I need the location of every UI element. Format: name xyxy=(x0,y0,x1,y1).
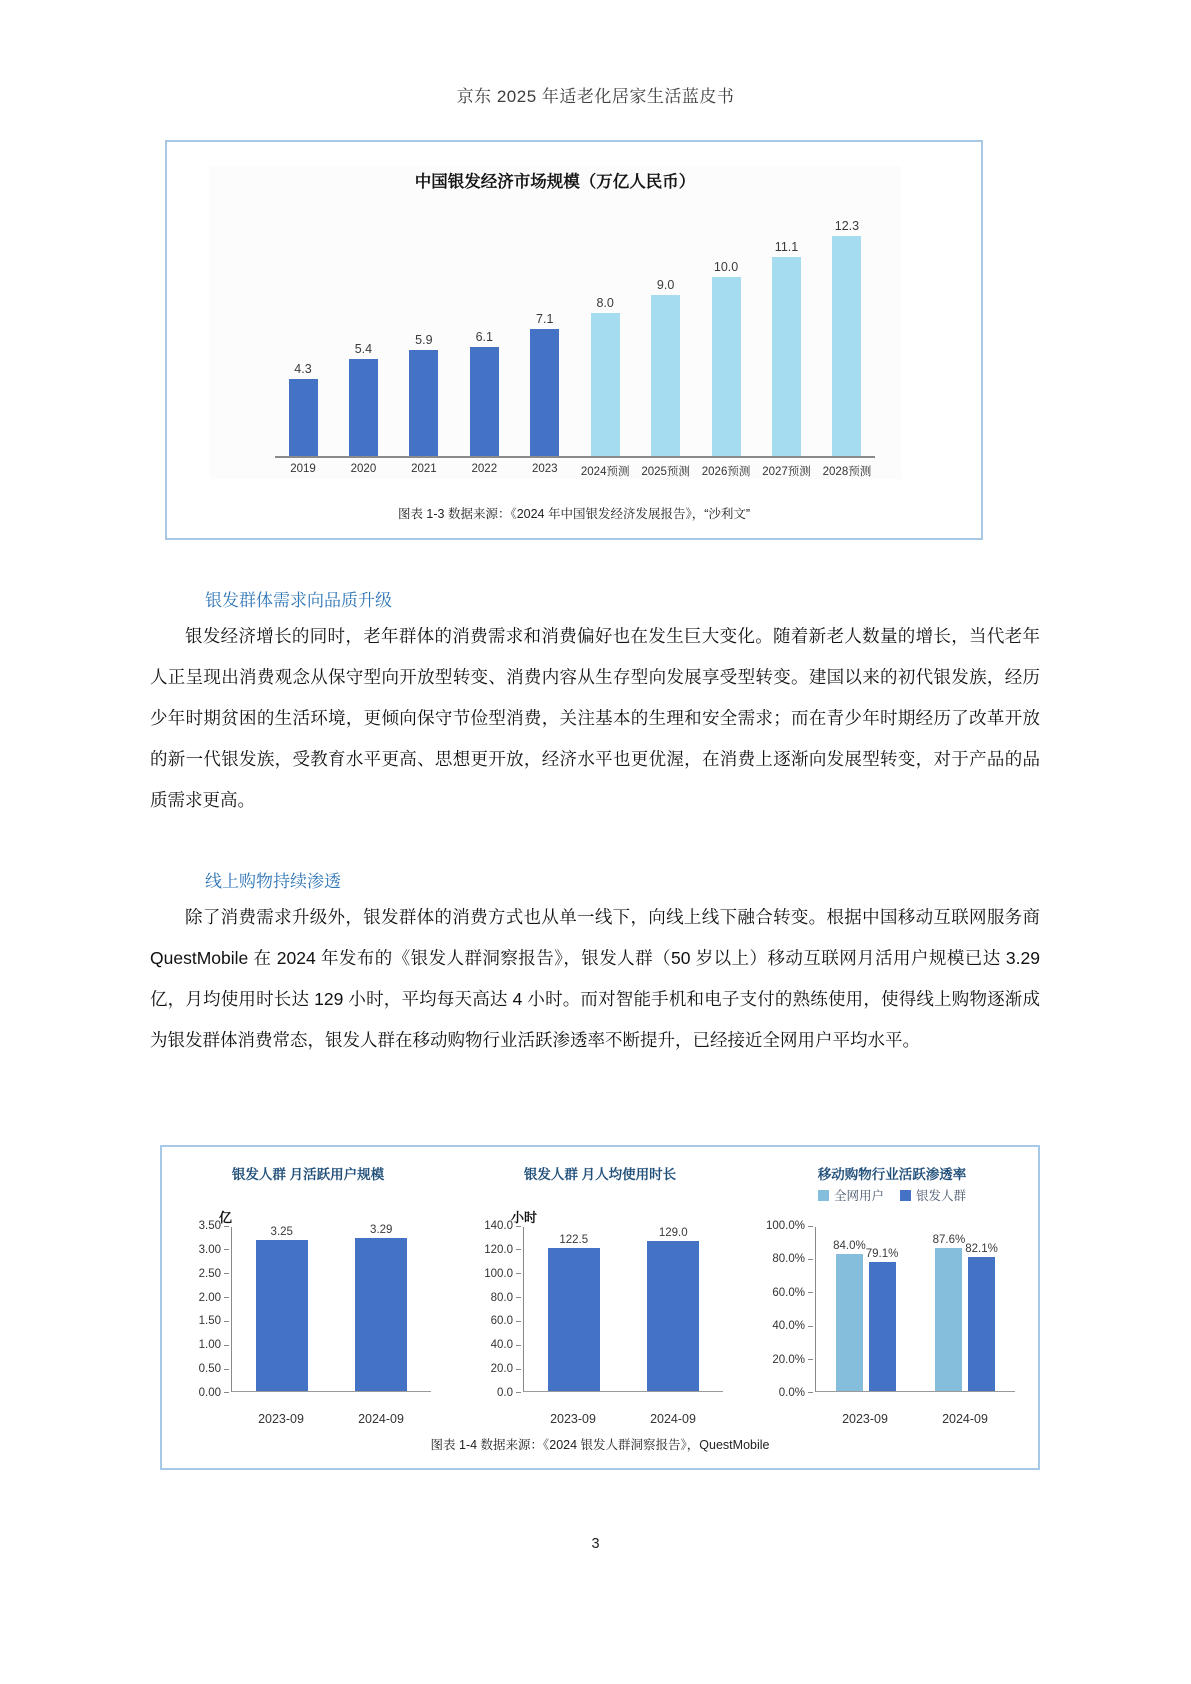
y-axis-tick-label: 140.0 xyxy=(484,1220,521,1232)
bar-column xyxy=(638,278,694,456)
bar xyxy=(832,236,861,456)
bar xyxy=(355,1238,407,1391)
bar xyxy=(349,359,378,456)
y-axis-tick-label: 100.0% xyxy=(766,1220,813,1232)
figure-1-3 xyxy=(165,140,983,540)
legend-row xyxy=(818,1183,966,1207)
chart-penetration-rate xyxy=(746,1163,1038,1426)
bar-column xyxy=(577,296,633,456)
mini-charts-row xyxy=(162,1163,1038,1426)
y-axis-tick-label: 0.0% xyxy=(779,1387,813,1399)
y-axis-tick-label: 60.0 xyxy=(491,1315,521,1327)
page-header: 京东 2025 年适老化居家生活蓝皮书 xyxy=(456,87,735,106)
bar-column xyxy=(933,1234,966,1391)
bar-column xyxy=(965,1243,998,1391)
y-axis-unit: 亿 xyxy=(219,1210,233,1225)
bar-chart-bars xyxy=(815,1227,1015,1392)
y-axis-tick-label: 0.00 xyxy=(199,1387,229,1399)
legend xyxy=(818,1186,966,1204)
bar-column xyxy=(396,333,452,456)
y-axis-tick-label: 60.0% xyxy=(772,1287,813,1299)
bar xyxy=(530,329,559,456)
x-axis-tick-label: 2023 xyxy=(531,463,558,475)
figure-caption: 图表 1-3 数据来源：《2024 年中国银发经济发展报告》，“沙利文” xyxy=(397,507,751,521)
y-axis-tick-label: 0.0 xyxy=(497,1387,521,1399)
paragraph-online-shopping: 除了消费需求升级外，银发群体的消费方式也从单一线下，向线上线下融合转变。根据中国移动互联网服务商 QuestMobile 在 2024 年发布的《银发人群洞察报告》，银发人群（50 岁以上）移动互联网月活用户规模已达 3.29 亿，月均使用时长达 129 小时，平均每天高达 4 小时。而对智能手机和电子支付的熟练使用，使得线上购物逐渐成为银发群体消费常态，银发人群在移动购物行业活跃渗透率不断提升，已经接近全网用户平均水平。 xyxy=(150,907,1040,1050)
bar xyxy=(836,1254,863,1391)
bar-column xyxy=(517,312,573,456)
y-axis-tick-label: 1.00 xyxy=(199,1339,229,1351)
y-axis xyxy=(185,1220,231,1399)
bar-column xyxy=(256,1226,308,1391)
figure-1-4 xyxy=(160,1145,1040,1470)
section-heading-quality-upgrade: 银发群体需求向品质升级 xyxy=(205,591,392,610)
y-axis-tick-label: 80.0 xyxy=(491,1292,521,1304)
bar xyxy=(968,1257,995,1391)
bar-column xyxy=(335,342,391,456)
x-axis-tick-label: 2025预测 xyxy=(641,466,690,478)
legend-swatch-all-users-icon xyxy=(818,1190,829,1201)
bar-value-label: 79.1% xyxy=(865,1248,899,1260)
bar-column xyxy=(647,1227,699,1391)
x-axis-tick-label: 2024-09 xyxy=(650,1412,696,1426)
x-axis-labels xyxy=(275,463,875,479)
bar-value-label: 84.0% xyxy=(833,1240,866,1252)
chart-silver-economy xyxy=(209,166,901,479)
x-axis-labels xyxy=(769,1412,1015,1426)
bar-value-label: 7.1 xyxy=(536,312,554,326)
y-axis-tick-label: 120.0 xyxy=(484,1244,521,1256)
x-axis-tick-label: 2023-09 xyxy=(842,1412,888,1426)
x-axis-tick-label: 2021 xyxy=(411,463,437,475)
y-axis-tick-label: 100.0 xyxy=(484,1268,521,1280)
bar-column xyxy=(759,240,815,456)
chart-title: 银发人群 月人均使用时长 xyxy=(523,1167,677,1182)
bar-value-label: 12.3 xyxy=(834,219,860,233)
x-axis-tick-label: 2022 xyxy=(471,463,498,475)
bar xyxy=(548,1248,600,1391)
bar-value-label: 129.0 xyxy=(658,1227,688,1239)
x-axis-tick-label: 2026预测 xyxy=(701,466,751,478)
bar-value-label: 11.1 xyxy=(774,240,799,254)
chart-title: 银发人群 月活跃用户规模 xyxy=(231,1167,385,1182)
bar-chart-bars xyxy=(523,1227,723,1392)
y-axis-tick-label: 20.0% xyxy=(772,1354,813,1366)
bar-column xyxy=(833,1240,866,1391)
y-axis xyxy=(477,1220,523,1399)
legend-item-silver-group xyxy=(900,1186,966,1204)
bar-value-label: 10.0 xyxy=(713,260,739,274)
y-axis xyxy=(765,1220,815,1399)
bar-value-label: 3.25 xyxy=(270,1226,293,1238)
chart-monthly-active-users xyxy=(162,1163,454,1426)
y-axis-tick-label: 0.50 xyxy=(199,1363,229,1375)
chart-title: 移动购物行业活跃渗透率 xyxy=(817,1167,967,1182)
y-axis-unit: 小时 xyxy=(511,1210,538,1225)
bar-column xyxy=(866,1248,899,1391)
bar-value-label: 5.4 xyxy=(354,342,373,356)
bar xyxy=(409,350,438,456)
bar xyxy=(289,379,318,456)
bar-group xyxy=(933,1234,998,1391)
bar xyxy=(772,257,801,456)
x-axis-tick-label: 2024预测 xyxy=(580,466,630,478)
bar xyxy=(651,295,680,456)
bar-column xyxy=(355,1224,407,1391)
bar-column xyxy=(548,1234,600,1391)
x-axis-tick-label: 2024-09 xyxy=(942,1412,988,1426)
bar xyxy=(256,1240,308,1391)
bar xyxy=(869,1262,896,1391)
figure-caption: 图表 1-4 数据来源：《2024 银发人群洞察报告》，QuestMobile xyxy=(430,1438,770,1452)
y-axis-tick-label: 1.50 xyxy=(199,1315,229,1327)
x-axis-labels xyxy=(477,1412,723,1426)
x-axis-tick-label: 2019 xyxy=(290,463,316,475)
legend-item-all-users xyxy=(818,1186,884,1204)
bar-column xyxy=(275,362,331,456)
chart-plot-area xyxy=(477,1220,723,1406)
bar-value-label: 6.1 xyxy=(475,330,493,344)
bar-value-label: 122.5 xyxy=(559,1234,589,1246)
section-heading-online-shopping: 线上购物持续渗透 xyxy=(205,872,341,891)
bar-value-label: 8.0 xyxy=(596,296,614,310)
y-axis-tick-label: 2.00 xyxy=(199,1292,229,1304)
bar xyxy=(935,1248,962,1391)
bar-chart-bars xyxy=(231,1224,431,1392)
chart-plot-area xyxy=(185,1220,431,1406)
bar xyxy=(647,1241,699,1391)
bar-value-label: 9.0 xyxy=(656,278,675,292)
x-axis-tick-label: 2024-09 xyxy=(358,1412,404,1426)
y-axis-tick-label: 3.50 xyxy=(199,1220,229,1232)
chart-title: 中国银发经济市场规模（万亿人民币） xyxy=(414,173,696,191)
bar-column xyxy=(698,260,754,456)
chart-usage-duration xyxy=(454,1163,746,1426)
bar-value-label: 3.29 xyxy=(370,1224,393,1236)
bar xyxy=(470,347,499,456)
bar xyxy=(591,313,620,456)
y-axis-tick-label: 2.50 xyxy=(199,1268,229,1280)
x-axis-tick-label: 2028预测 xyxy=(822,466,872,478)
x-axis-tick-label: 2027预测 xyxy=(762,466,811,478)
x-axis-tick-label: 2023-09 xyxy=(550,1412,596,1426)
bar-group xyxy=(833,1240,898,1391)
page-number: 3 xyxy=(591,1536,600,1552)
x-axis-tick-label: 2023-09 xyxy=(258,1412,304,1426)
bar xyxy=(712,277,741,456)
legend-label: 全网用户 xyxy=(833,1189,884,1203)
paragraph-quality-upgrade: 银发经济增长的同时，老年群体的消费需求和消费偏好也在发生巨大变化。随着新老人数量的增长，当代老年人正呈现出消费观念从保守型向开放型转变、消费内容从生存型向发展享受型转变。建国以来的初代银发族，经历少年时期贫困的生活环境，更倾向保守节俭型消费，关注基本的生理和安全需求；而在青少年时期经历了改革开放的新一代银发族，受教育水平更高、思想更开放，经济水平也更优渥，在消费上逐渐向发展型转变，对于产品的品质需求更高。 xyxy=(150,626,1040,810)
legend-label: 银发人群 xyxy=(916,1189,967,1203)
bar-column xyxy=(456,330,512,456)
x-axis-labels xyxy=(185,1412,431,1426)
bar-value-label: 5.9 xyxy=(415,333,433,347)
chart-plot-area xyxy=(765,1220,1015,1406)
y-axis-tick-label: 40.0% xyxy=(772,1320,813,1332)
y-axis-tick-label: 80.0% xyxy=(772,1253,813,1265)
bar-value-label: 87.6% xyxy=(932,1234,966,1246)
x-axis-tick-label: 2020 xyxy=(350,463,377,475)
y-axis-tick-label: 3.00 xyxy=(199,1244,229,1256)
y-axis-tick-label: 20.0 xyxy=(491,1363,521,1375)
y-axis-tick-label: 40.0 xyxy=(491,1339,521,1351)
chart-plot-area xyxy=(275,206,875,479)
legend-swatch-silver-group-icon xyxy=(900,1190,911,1201)
bar-chart-bars xyxy=(275,206,875,458)
bar-value-label: 4.3 xyxy=(294,362,312,376)
bar-column xyxy=(819,219,875,456)
bar-value-label: 82.1% xyxy=(965,1243,998,1255)
